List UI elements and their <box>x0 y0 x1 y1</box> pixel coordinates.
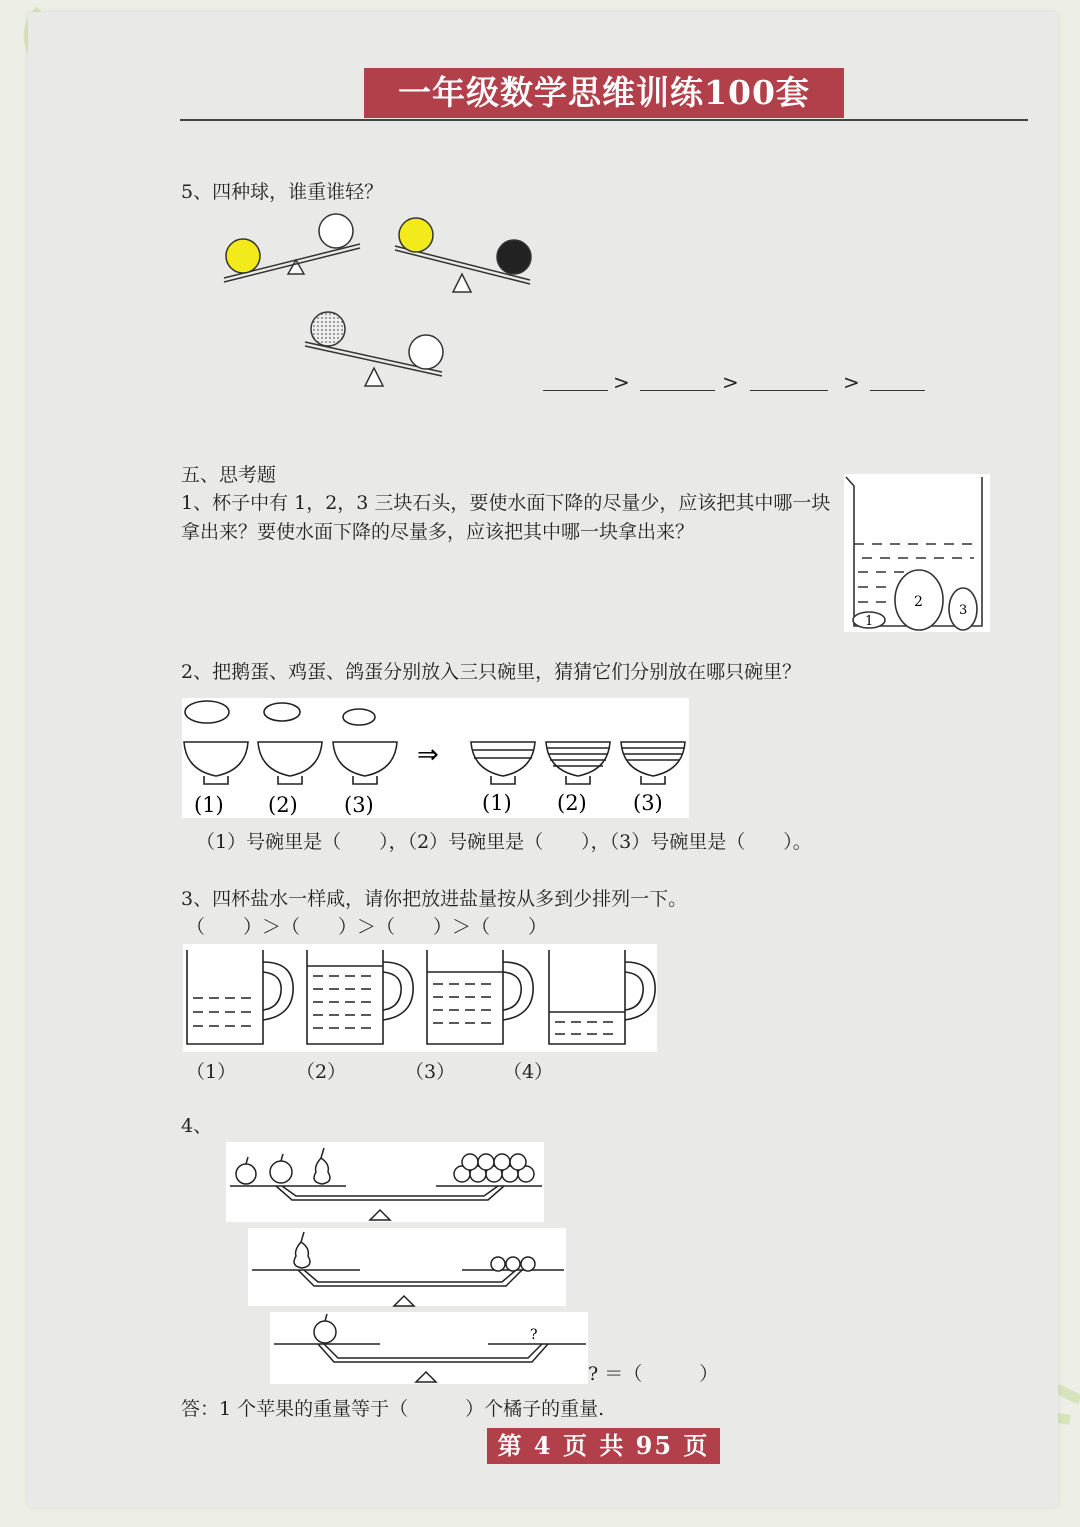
answer-blank-3[interactable] <box>750 390 828 391</box>
yellow-ball-icon <box>226 239 260 273</box>
answer-blank-2[interactable] <box>640 390 715 391</box>
cup-label: （4） <box>503 1061 554 1083</box>
balance-fruit-figure-2 <box>248 1228 566 1306</box>
q3-question: 3、四杯盐水一样咸，请你把放进盐量按从多到少排列一下。 <box>181 888 688 910</box>
balance-fruit-figure-3 <box>270 1312 588 1384</box>
page-number: 第 4 页 共 95 页 <box>487 1428 720 1464</box>
cup-3-icon <box>427 950 533 1044</box>
answer-blank-1[interactable] <box>543 390 608 391</box>
cup-label: （1） <box>186 1061 237 1083</box>
cup-1-icon <box>187 950 293 1044</box>
bowl-label: (1) <box>482 791 512 815</box>
scale-bottom-icon <box>305 312 443 386</box>
arrow-right-icon: ⇒ <box>417 740 439 770</box>
stone-label: 2 <box>914 594 923 610</box>
greater-than-sign: > <box>843 370 860 394</box>
white-ball-icon <box>319 214 353 248</box>
pear-icon <box>294 1232 310 1268</box>
bowl-label: (2) <box>268 793 298 817</box>
section-heading: 五、思考题 <box>181 464 277 486</box>
apple-icon <box>270 1154 292 1183</box>
stone-label: 1 <box>865 614 874 629</box>
dotted-ball-icon <box>311 312 345 346</box>
apple-icon <box>314 1314 336 1343</box>
chicken-egg-icon <box>264 703 300 721</box>
cup-2-icon <box>307 950 413 1044</box>
answer-blank-4[interactable] <box>870 390 925 391</box>
q4-equation[interactable]: ? ＝（ ） <box>588 1363 719 1385</box>
bowl-icon <box>184 742 248 784</box>
unknown-mark: ? <box>530 1327 538 1343</box>
oranges-icon <box>454 1154 534 1182</box>
bowl-with-egg-icon <box>621 742 685 784</box>
scale-right-icon <box>395 218 531 292</box>
balance-figure-2 <box>300 308 445 390</box>
bowl-label: (3) <box>344 793 374 817</box>
greater-than-sign: > <box>613 370 630 394</box>
page-title: 一年级数学思维训练100套 <box>364 68 844 118</box>
q2-question: 2、把鹅蛋、鸡蛋、鸽蛋分别放入三只碗里，猜猜它们分别放在哪只碗里？ <box>181 661 802 683</box>
bowl-with-egg-icon <box>471 742 535 784</box>
apple-icon <box>236 1157 256 1184</box>
goose-egg-icon <box>185 701 229 723</box>
bowl-icon <box>258 742 322 784</box>
cup-label: （2） <box>296 1061 347 1083</box>
q5-question: 5、四种球，谁重谁轻？ <box>181 181 384 203</box>
q4-answer[interactable]: 答：1 个苹果的重量等于（ ）个橘子的重量. <box>181 1398 605 1420</box>
bowl-label: (3) <box>633 791 663 815</box>
balance-figure-1 <box>220 214 535 294</box>
scale-left-icon <box>224 214 360 282</box>
yellow-ball-icon <box>399 218 433 252</box>
stone-label: 3 <box>959 603 968 618</box>
bowl-label: (1) <box>194 793 224 817</box>
cup-4-icon <box>549 950 655 1044</box>
pigeon-egg-icon <box>343 709 375 725</box>
cups-figure <box>183 944 657 1052</box>
q1-question: 1、杯子中有 1，2，3 三块石头，要使水面下降的尽量少，应该把其中哪一块拿出来？要使水面下降的尽量多，应该把其中哪一块拿出来？ <box>181 492 831 543</box>
greater-than-sign: > <box>722 370 739 394</box>
oranges-icon <box>491 1257 535 1271</box>
pear-icon <box>314 1148 330 1184</box>
bowl-icon <box>333 742 397 784</box>
bowl-label: (2) <box>557 791 587 815</box>
black-ball-icon <box>497 240 531 274</box>
q3-order-line[interactable]: （ ）＞（ ）＞（ ）＞（ ） <box>186 916 548 938</box>
q2-answer-line[interactable]: （1）号碗里是（ ），（2）号碗里是（ ），（3）号碗里是（ ）。 <box>196 831 812 853</box>
q4-number: 4、 <box>181 1115 213 1137</box>
balance-fruit-figure-1 <box>226 1142 544 1222</box>
bowls-figure <box>182 698 689 818</box>
bowl-with-egg-icon <box>546 742 610 784</box>
cup-label: （3） <box>405 1061 456 1083</box>
title-divider <box>180 119 1028 121</box>
white-ball-icon <box>409 335 443 369</box>
beaker-figure <box>844 474 990 632</box>
